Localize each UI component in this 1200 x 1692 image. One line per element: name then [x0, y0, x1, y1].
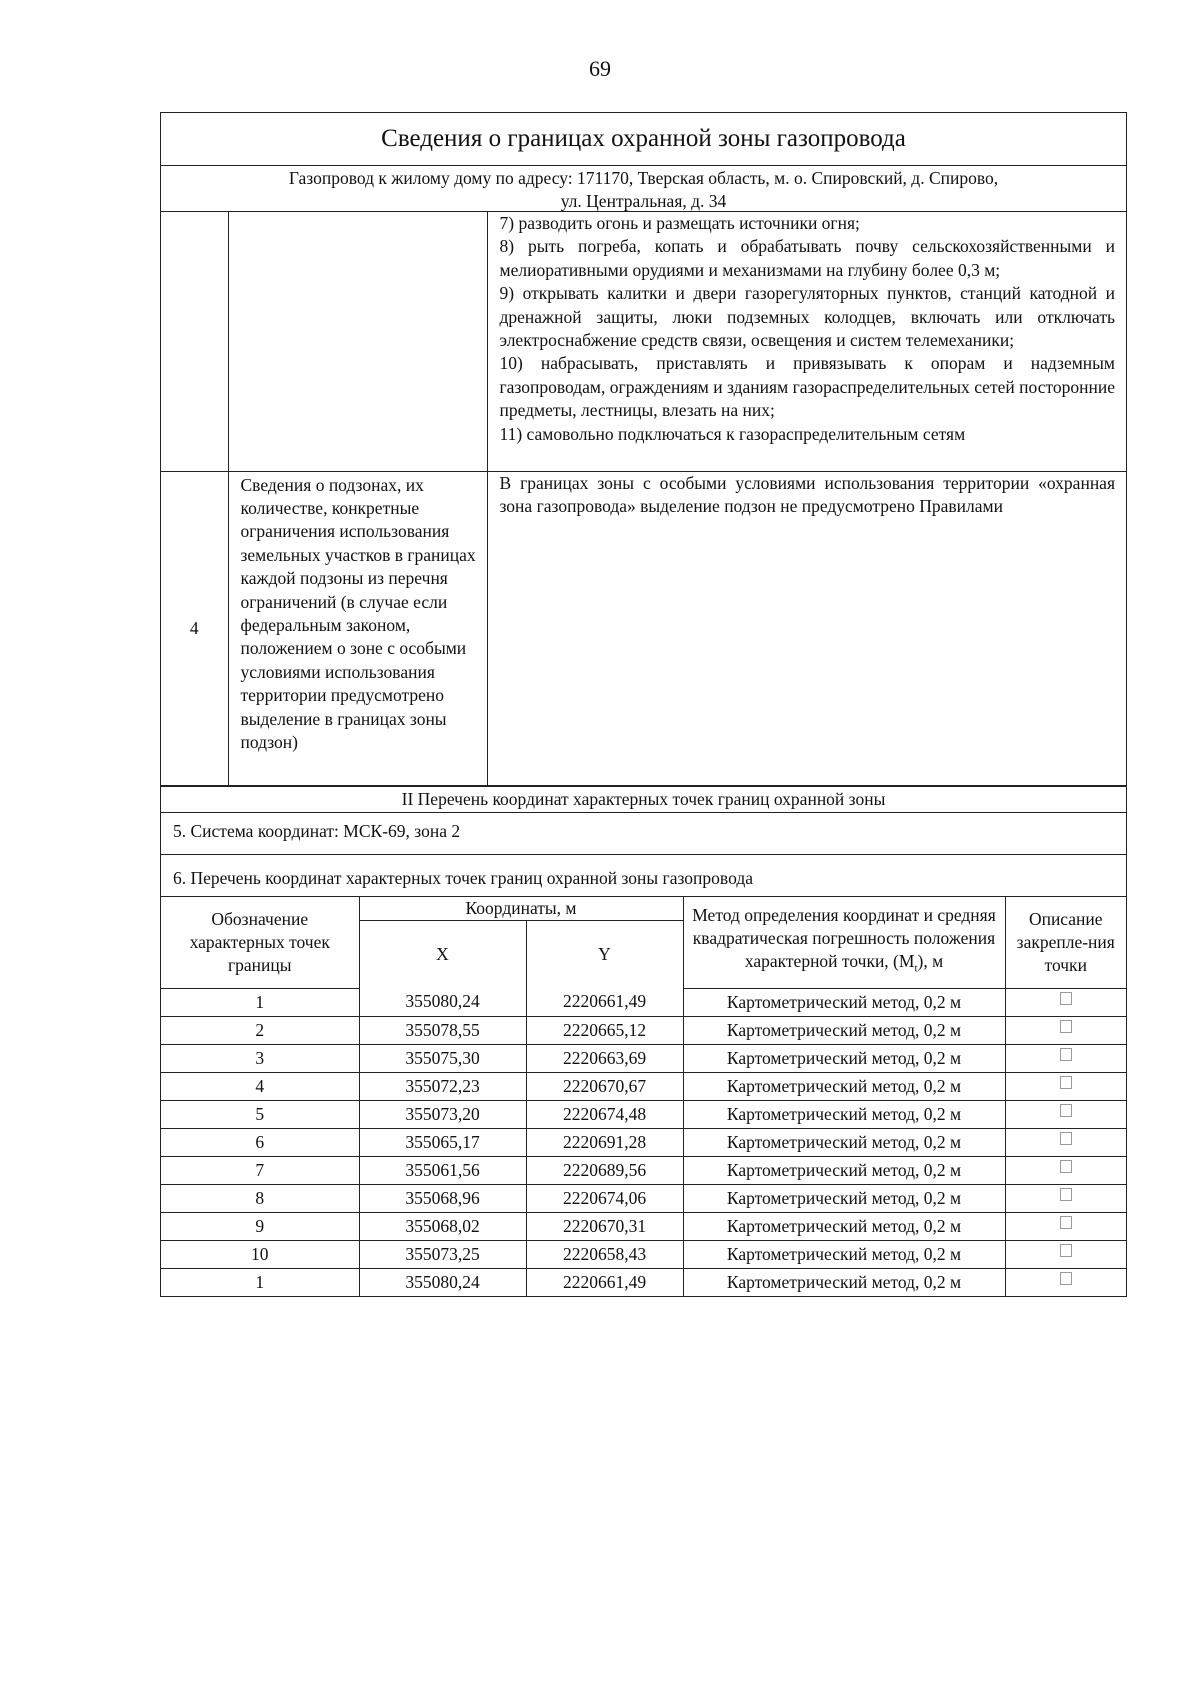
empty-box-icon	[1060, 1048, 1072, 1061]
point-y: 2220661,49	[526, 1268, 683, 1296]
table-row	[161, 1100, 1126, 1128]
section-2-title: II Перечень координат характерных точек границ охранной зоны	[161, 786, 1126, 812]
point-method: Картометрический метод, 0,2 м	[683, 1240, 1005, 1268]
point-y: 2220665,12	[526, 1016, 683, 1044]
point-x: 355068,02	[359, 1212, 526, 1240]
point-description	[1005, 1016, 1126, 1044]
point-id: 1	[161, 1268, 359, 1296]
point-method: Картометрический метод, 0,2 м	[683, 1100, 1005, 1128]
info-rows	[161, 212, 1126, 786]
empty-box-icon	[1060, 1020, 1072, 1033]
point-x: 355068,96	[359, 1184, 526, 1212]
object-address	[161, 166, 1126, 212]
point-id: 3	[161, 1044, 359, 1072]
page-number: 69	[589, 56, 611, 81]
point-y: 2220661,49	[526, 988, 683, 1016]
restriction-item: 11) самовольно подключаться к газораспределительным сетям	[499, 423, 966, 444]
coordinates-table	[161, 896, 1126, 1296]
header-method-subscript: t	[914, 962, 918, 975]
empty-box-icon	[1060, 992, 1072, 1005]
point-method: Картометрический метод, 0,2 м	[683, 1156, 1005, 1184]
point-method: Картометрический метод, 0,2 м	[683, 1016, 1005, 1044]
table-row	[161, 1128, 1126, 1156]
document-title: Сведения о границах охранной зоны газопровода	[161, 113, 1126, 166]
header-method-text: Метод определения координат и средняя квадратическая погрешность положения характерной точки, (M	[692, 904, 996, 971]
point-id: 10	[161, 1240, 359, 1268]
empty-box-icon	[1060, 1132, 1072, 1145]
header-description: Описание закрепле-ния точки	[1005, 896, 1126, 988]
point-x: 355075,30	[359, 1044, 526, 1072]
point-y: 2220691,28	[526, 1128, 683, 1156]
point-id: 1	[161, 988, 359, 1016]
empty-box-icon	[1060, 1188, 1072, 1201]
point-method: Картометрический метод, 0,2 м	[683, 1268, 1005, 1296]
point-x: 355073,20	[359, 1100, 526, 1128]
point-id: 5	[161, 1100, 359, 1128]
point-x: 355080,24	[359, 988, 526, 1016]
point-description	[1005, 1240, 1126, 1268]
point-y: 2220663,69	[526, 1044, 683, 1072]
subzones-row-label: Сведения о подзонах, их количестве, конкретные ограничения использования земельных участков в границах каждой подзоны из перечня ограничений (в случае если федеральным законом, положением о зоне с особыми условиями использования территории предусмотрено выделение в границах зоны подзон)	[228, 471, 487, 785]
empty-box-icon	[1060, 1216, 1072, 1229]
point-y: 2220670,67	[526, 1072, 683, 1100]
point-id: 6	[161, 1128, 359, 1156]
point-x: 355080,24	[359, 1268, 526, 1296]
point-id: 7	[161, 1156, 359, 1184]
empty-box-icon	[1060, 1076, 1072, 1089]
point-x: 355073,25	[359, 1240, 526, 1268]
table-row	[161, 1156, 1126, 1184]
table-row	[161, 1212, 1126, 1240]
table-row	[161, 1044, 1126, 1072]
header-point: Обозначение характерных точек границы	[161, 896, 359, 988]
point-y: 2220670,31	[526, 1212, 683, 1240]
point-description	[1005, 1212, 1126, 1240]
header-coordinates: Координаты, м	[359, 896, 683, 920]
empty-box-icon	[1060, 1104, 1072, 1117]
point-x: 355072,23	[359, 1072, 526, 1100]
table-row	[161, 1268, 1126, 1296]
point-method: Картометрический метод, 0,2 м	[683, 1184, 1005, 1212]
point-method: Картометрический метод, 0,2 м	[683, 988, 1005, 1016]
restrictions-row	[161, 212, 1126, 471]
header-x: X	[359, 920, 526, 988]
coordinates-list-title: 6. Перечень координат характерных точек границ охранной зоны газопровода	[161, 854, 1126, 896]
point-x: 355061,56	[359, 1156, 526, 1184]
restrictions-row-label	[228, 212, 487, 471]
document-table	[160, 112, 1127, 1297]
restriction-item: 10) набрасывать, приставлять и привязывать к опорам и надземным газопроводам, ограждениям и зданиям газораспределительных сетей посторонние предметы, лестницы, влезать на них;	[499, 353, 1115, 421]
point-method: Картометрический метод, 0,2 м	[683, 1044, 1005, 1072]
point-id: 4	[161, 1072, 359, 1100]
header-y: Y	[526, 920, 683, 988]
point-y: 2220674,06	[526, 1184, 683, 1212]
point-method: Картометрический метод, 0,2 м	[683, 1072, 1005, 1100]
point-description	[1005, 988, 1126, 1016]
restriction-item: 7) разводить огонь и размещать источники огня;	[499, 213, 860, 233]
subzones-row-number: 4	[161, 471, 228, 785]
restrictions-row-number	[161, 212, 228, 471]
point-description	[1005, 1184, 1126, 1212]
point-description	[1005, 1044, 1126, 1072]
table-row	[161, 1016, 1126, 1044]
table-row	[161, 1184, 1126, 1212]
point-description	[1005, 1128, 1126, 1156]
table-row	[161, 988, 1126, 1016]
point-description	[1005, 1100, 1126, 1128]
point-method: Картометрический метод, 0,2 м	[683, 1212, 1005, 1240]
point-description	[1005, 1268, 1126, 1296]
header-method-tail: ), м	[917, 950, 944, 971]
subzones-row-value: В границах зоны с особыми условиями использования территории «охранная зона газопровода» выделение подзон не предусмотрено Правилами	[487, 471, 1126, 785]
address-line-2: ул. Центральная, д. 34	[560, 191, 727, 211]
empty-box-icon	[1060, 1272, 1072, 1285]
empty-box-icon	[1060, 1160, 1072, 1173]
table-row	[161, 1072, 1126, 1100]
coordinate-system: 5. Система координат: МСК-69, зона 2	[161, 812, 1126, 854]
subzones-row	[161, 471, 1126, 785]
point-id: 8	[161, 1184, 359, 1212]
point-y: 2220658,43	[526, 1240, 683, 1268]
empty-box-icon	[1060, 1244, 1072, 1257]
table-row	[161, 1240, 1126, 1268]
point-y: 2220674,48	[526, 1100, 683, 1128]
point-y: 2220689,56	[526, 1156, 683, 1184]
point-method: Картометрический метод, 0,2 м	[683, 1128, 1005, 1156]
point-id: 9	[161, 1212, 359, 1240]
point-x: 355078,55	[359, 1016, 526, 1044]
point-description	[1005, 1156, 1126, 1184]
point-x: 355065,17	[359, 1128, 526, 1156]
point-description	[1005, 1072, 1126, 1100]
restriction-item: 8) рыть погреба, копать и обрабатывать почву сельскохозяйственными и мелиоративными орудиями и механизмами на глубину более 0,3 м;	[499, 236, 1115, 280]
restriction-item: 9) открывать калитки и двери газорегуляторных пунктов, станций катодной и дренажной защиты, люки подземных колодцев, включать или отключать электроснабжение средств связи, освещения и систем телемеханики;	[499, 283, 1115, 351]
restrictions-list	[487, 212, 1126, 471]
address-line-1: Газопровод к жилому дому по адресу: 171170, Тверская область, м. о. Спировский, д. Спирово,	[288, 168, 999, 188]
point-id: 2	[161, 1016, 359, 1044]
header-method	[683, 896, 1005, 988]
